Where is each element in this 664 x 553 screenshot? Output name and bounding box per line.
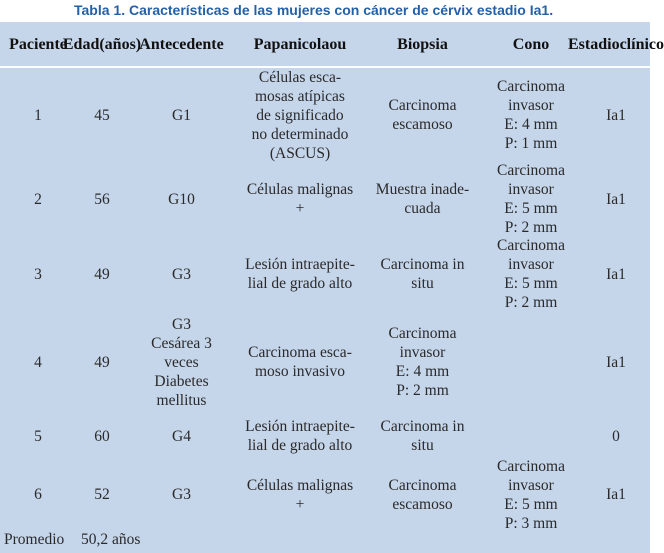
- cell-cone: [480, 410, 582, 462]
- characteristics-table: [0, 22, 664, 553]
- cell-line: lial de grado alto: [247, 437, 353, 454]
- cell-clinical-stage: [582, 234, 650, 314]
- cell-line: 60: [94, 427, 110, 445]
- cell-cone: [480, 314, 582, 410]
- cell-line: invasor: [508, 256, 554, 273]
- cell-line: Carcinoma: [496, 78, 565, 95]
- cell-age: [76, 234, 128, 314]
- cell-clinical-stage: [582, 462, 650, 527]
- cell-line: G10: [168, 190, 195, 208]
- cell-pap-smear: [235, 410, 365, 462]
- cell-line: Carcinoma: [496, 237, 565, 254]
- cell-line: Carcinoma in: [380, 256, 465, 273]
- cell-line: 52: [94, 486, 110, 503]
- table-row: [0, 66, 650, 164]
- cell-history: [128, 410, 235, 462]
- cell-patient: [0, 462, 76, 527]
- cell-line: Carcinoma: [388, 476, 457, 494]
- table-row: [0, 164, 650, 234]
- cell-age: [76, 462, 128, 527]
- cell-line: P: 3 mm: [504, 514, 558, 532]
- cell-line: moso invasivo: [255, 363, 345, 380]
- cell-line: P: 2 mm: [504, 294, 558, 311]
- cell-line: G3: [172, 265, 191, 283]
- cell-line: G3: [172, 486, 191, 503]
- cell-age: [76, 66, 128, 164]
- cell-clinical-stage: [582, 410, 650, 462]
- cell-line: 45: [94, 106, 110, 124]
- cell-biopsy: [365, 462, 480, 527]
- table-caption: Tabla 1. Características de las mujeres con cáncer de cérvix estadio Ia1.: [74, 2, 554, 18]
- cell-cone: [480, 234, 582, 314]
- cell-history: [128, 462, 235, 527]
- cell-line: 56: [94, 190, 110, 208]
- cell-pap-smear: [235, 314, 365, 410]
- cell-line: Diabetes: [154, 372, 209, 390]
- cell-line: Lesión intraepite-: [245, 256, 355, 273]
- cell-line: Estadio: [568, 35, 620, 53]
- cell-line: invasor: [508, 97, 554, 114]
- cell-line: no determinado: [251, 125, 349, 143]
- cell-line: 2: [34, 190, 42, 208]
- cell-line: lial de grado alto: [247, 275, 353, 292]
- average-age-value: 50,2 años: [81, 531, 141, 548]
- cell-cone: [480, 457, 582, 532]
- cell-line: E: 5 mm: [504, 495, 558, 513]
- cell-line: Carcinoma: [388, 97, 457, 114]
- cell-pap-smear: [235, 66, 365, 164]
- cell-line: Ia1: [606, 486, 626, 503]
- cell-line: Ia1: [606, 190, 626, 208]
- cell-line: de significado: [256, 106, 344, 124]
- cell-line: 5: [34, 427, 42, 445]
- cell-line: mosas atípicas: [255, 87, 345, 105]
- cell-line: escamoso: [392, 495, 453, 513]
- cell-line: invasor: [508, 476, 554, 494]
- cell-clinical-stage: [582, 66, 650, 164]
- cell-line: Células esca-: [258, 68, 342, 86]
- cell-line: 49: [94, 265, 110, 283]
- cell-line: mellitus: [156, 391, 207, 409]
- cell-patient: [0, 164, 76, 234]
- cell-patient: [0, 66, 76, 164]
- table-row: [0, 410, 650, 462]
- cell-line: Edad: [62, 35, 100, 53]
- cell-history: [128, 66, 235, 164]
- cell-biopsy: [365, 410, 480, 462]
- cell-line: Cono: [512, 35, 550, 53]
- cell-line: situ: [411, 437, 434, 454]
- cell-line: Ia1: [606, 106, 626, 124]
- header-history: [128, 22, 235, 66]
- cell-line: E: 5 mm: [504, 275, 558, 292]
- cell-line: (ASCUS): [269, 144, 331, 162]
- cell-pap-smear: [235, 164, 365, 234]
- cell-line: veces: [164, 353, 199, 371]
- cell-line: E: 4 mm: [395, 363, 450, 380]
- cell-line: G1: [172, 106, 191, 124]
- cell-biopsy: [365, 164, 480, 234]
- header-cone: [480, 22, 582, 66]
- cell-line: Cesárea 3: [151, 334, 212, 352]
- cell-history: [128, 234, 235, 314]
- cell-age: [76, 410, 128, 462]
- table-row: [0, 457, 650, 532]
- cell-clinical-stage: [582, 164, 650, 234]
- cell-line: invasor: [399, 344, 446, 361]
- cell-line: 6: [34, 486, 42, 503]
- cell-cone: [480, 164, 582, 234]
- cell-line: Carcinoma: [496, 457, 565, 475]
- cell-line: Ia1: [606, 265, 626, 283]
- cell-line: Biopsia: [397, 35, 448, 53]
- table-row: [0, 234, 650, 314]
- cell-patient: [0, 314, 76, 410]
- cell-line: 3: [34, 265, 42, 283]
- cell-line: +: [295, 200, 305, 217]
- cell-line: 0: [612, 427, 620, 445]
- cell-line: 49: [94, 353, 110, 371]
- cell-history: [128, 164, 235, 234]
- cell-line: G4: [172, 427, 191, 445]
- cell-age: [76, 164, 128, 234]
- table-row: [0, 314, 650, 410]
- cell-line: Carcinoma in: [380, 418, 465, 435]
- cell-line: +: [295, 495, 305, 513]
- header-age: [62, 22, 142, 66]
- cell-line: 1: [34, 106, 42, 124]
- cell-age: [76, 314, 128, 410]
- table-header-row: [0, 22, 664, 68]
- cell-line: Células malignas: [246, 181, 354, 198]
- cell-line: Muestra inade-: [375, 181, 470, 198]
- cell-line: E: 5 mm: [504, 200, 558, 217]
- cell-line: invasor: [508, 181, 554, 198]
- cell-line: P: 2 mm: [396, 382, 449, 399]
- cell-line: Carcinoma: [388, 325, 457, 342]
- cell-pap-smear: [235, 462, 365, 527]
- cell-line: Antecedente: [139, 35, 224, 53]
- cell-clinical-stage: [582, 314, 650, 410]
- cell-pap-smear: [235, 234, 365, 314]
- cell-line: Lesión intraepite-: [245, 418, 355, 435]
- cell-cone: [480, 66, 582, 164]
- header-clinical-stage: [568, 22, 664, 66]
- cell-line: Papanicolaou: [253, 35, 347, 53]
- cell-biopsy: [365, 234, 480, 314]
- cell-line: E: 4 mm: [504, 116, 558, 133]
- cell-history: [128, 314, 235, 410]
- cell-line: cuada: [404, 200, 441, 217]
- cell-line: Carcinoma esca-: [248, 344, 352, 361]
- table-footer-row: [0, 527, 650, 553]
- cell-line: Carcinoma: [496, 162, 565, 179]
- cell-line: situ: [411, 275, 434, 292]
- cell-line: P: 2 mm: [504, 219, 558, 236]
- cell-line: P: 1 mm: [504, 135, 558, 152]
- cell-line: escamoso: [392, 116, 453, 133]
- cell-biopsy: [365, 66, 480, 164]
- cell-patient: [0, 234, 76, 314]
- cell-line: Ia1: [606, 353, 626, 371]
- header-pap-smear: [235, 22, 365, 66]
- cell-line: (años): [99, 35, 142, 53]
- cell-line: Paciente: [9, 35, 67, 53]
- cell-line: 4: [34, 353, 42, 371]
- cell-patient: [0, 410, 76, 462]
- cell-biopsy: [365, 314, 480, 410]
- cell-line: Células malignas: [246, 476, 354, 494]
- cell-line: clínico: [619, 35, 664, 53]
- cell-line: G3: [172, 315, 191, 333]
- header-biopsy: [365, 22, 480, 66]
- average-label: Promedio: [4, 531, 65, 548]
